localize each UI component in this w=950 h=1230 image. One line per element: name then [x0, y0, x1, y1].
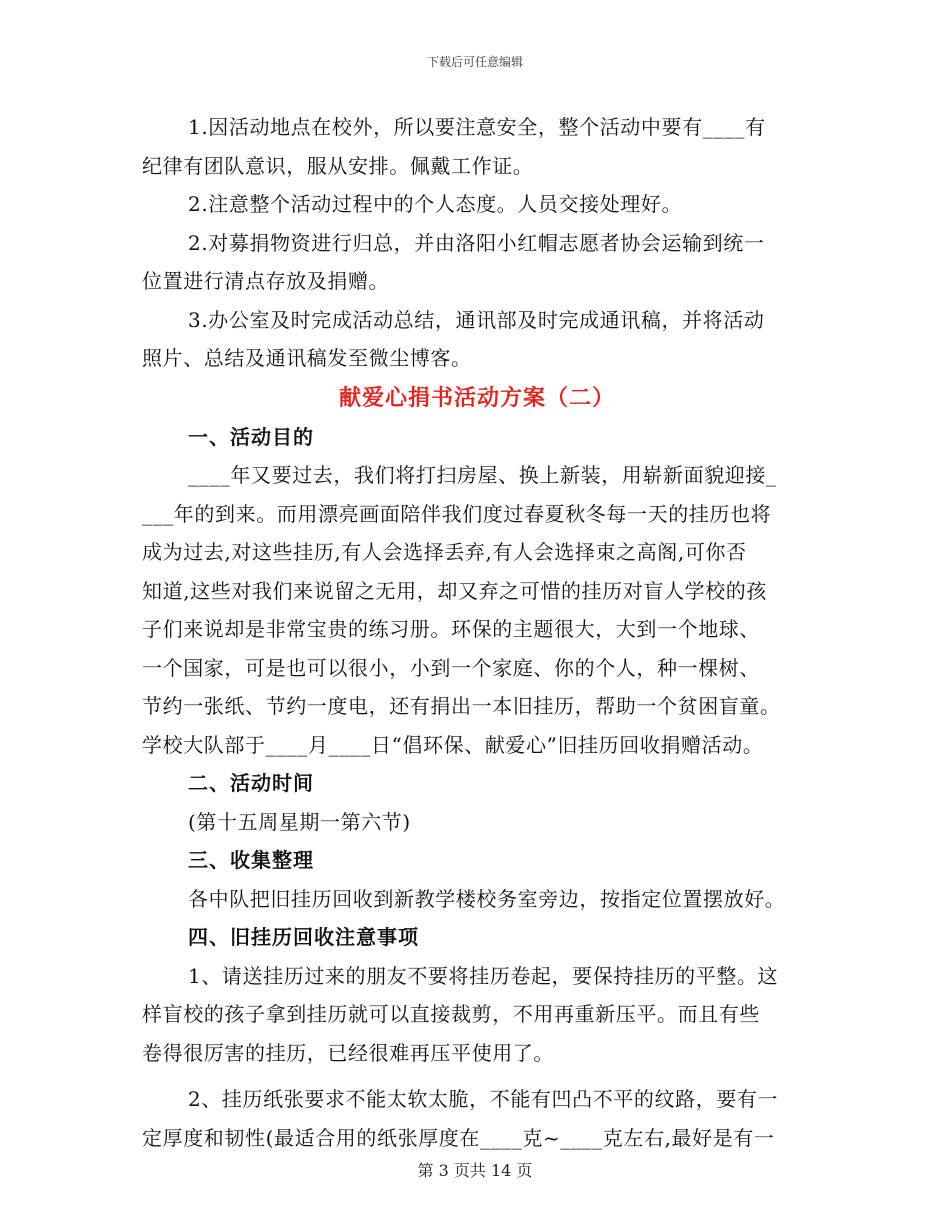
donation-summary-paragraph [142, 224, 812, 301]
time-paragraph [142, 803, 812, 842]
notes-heading: 四、旧挂历回收注意事项 [188, 925, 419, 949]
text-line: 成为过去,对这些挂历,有人会选择丢弃,有人会选择束之高阁,可你否 [142, 540, 747, 564]
text-line: 3.办公室及时完成活动总结，通讯部及时完成通讯稿，并将活动 [188, 307, 765, 332]
safety-note-paragraph [142, 108, 812, 185]
text-line: 定厚度和韧性(最适合用的纸张厚度在____克~____克左右,最好是有一 [142, 1125, 775, 1150]
text-line: 2.注意整个活动过程中的个人态度。人员交接处理好。 [188, 192, 683, 216]
text-line: 一个国家，可是也可以很小，小到一个家庭、你的个人，种一棵树、 [142, 655, 760, 680]
text-line: (第十五周星期一第六节) [188, 809, 411, 834]
text-line: 照片、总结及通讯稿发至微尘博客。 [142, 346, 472, 370]
text-line: 1、请送挂历过来的朋友不要将挂历卷起，要保持挂历的平整。这 [188, 963, 779, 988]
text-line: 各中队把旧挂历回收到新教学楼校务室旁边，按指定位置摆放好。 [188, 886, 786, 911]
text-line: 2、挂历纸张要求不能太软太脆，不能有凹凸不平的纹路，要有一 [188, 1087, 779, 1111]
text-line: ____年又要过去，我们将打扫房屋、换上新装，用崭新面貌迎接_ [188, 463, 777, 487]
text-line: 节约一张纸、节约一度电，还有捐出一本旧挂历，帮助一个贫困盲童。 [142, 694, 781, 718]
collect-paragraph [142, 880, 812, 919]
text-line: ___年的到来。而用漂亮画面陪伴我们度过春夏秋冬每一天的挂历也将 [142, 501, 772, 526]
attitude-note-paragraph [142, 185, 812, 224]
time-heading: 二、活动时间 [188, 771, 314, 795]
office-summary-paragraph [142, 301, 812, 378]
paragraph-gap [142, 1072, 812, 1080]
text-line: 子们来说却是非常宝贵的练习册。环保的主题很大，大到一个地球、 [142, 617, 760, 641]
notes-item-2-paragraph [142, 1080, 812, 1157]
page-footer: 第 3 页共 14 页 [417, 1161, 533, 1180]
text-line: 位置进行清点存放及捐赠。 [142, 269, 390, 293]
document-title: 献爱心捐书活动方案（二） [338, 384, 615, 411]
collect-heading: 三、收集整理 [188, 848, 314, 872]
text-line: 知道,这些对我们来说留之无用，却又弃之可惜的挂历对盲人学校的孩 [142, 578, 767, 603]
text-line: 纪律有团队意识，服从安排。佩戴工作证。 [142, 153, 534, 178]
text-line: 2.对募捐物资进行归总，并由洛阳小红帽志愿者协会运输到统一 [188, 230, 765, 255]
text-line: 样盲校的孩子拿到挂历就可以直接裁剪，不用再重新压平。而且有些 [142, 1002, 760, 1026]
purpose-paragraph [142, 456, 812, 764]
text-line: 1.因活动地点在校外，所以要注意安全，整个活动中要有____有 [188, 115, 766, 139]
document-body [142, 108, 812, 1157]
text-line: 学校大队部于____月____日“倡环保、献爱心”旧挂历回收捐赠活动。 [142, 732, 764, 757]
text-line: 卷得很厉害的挂历，已经很难再压平使用了。 [142, 1040, 554, 1065]
notes-item-1-paragraph [142, 957, 812, 1073]
purpose-heading: 一、活动目的 [188, 424, 314, 449]
page-header: 下载后可任意编辑 [426, 55, 523, 69]
